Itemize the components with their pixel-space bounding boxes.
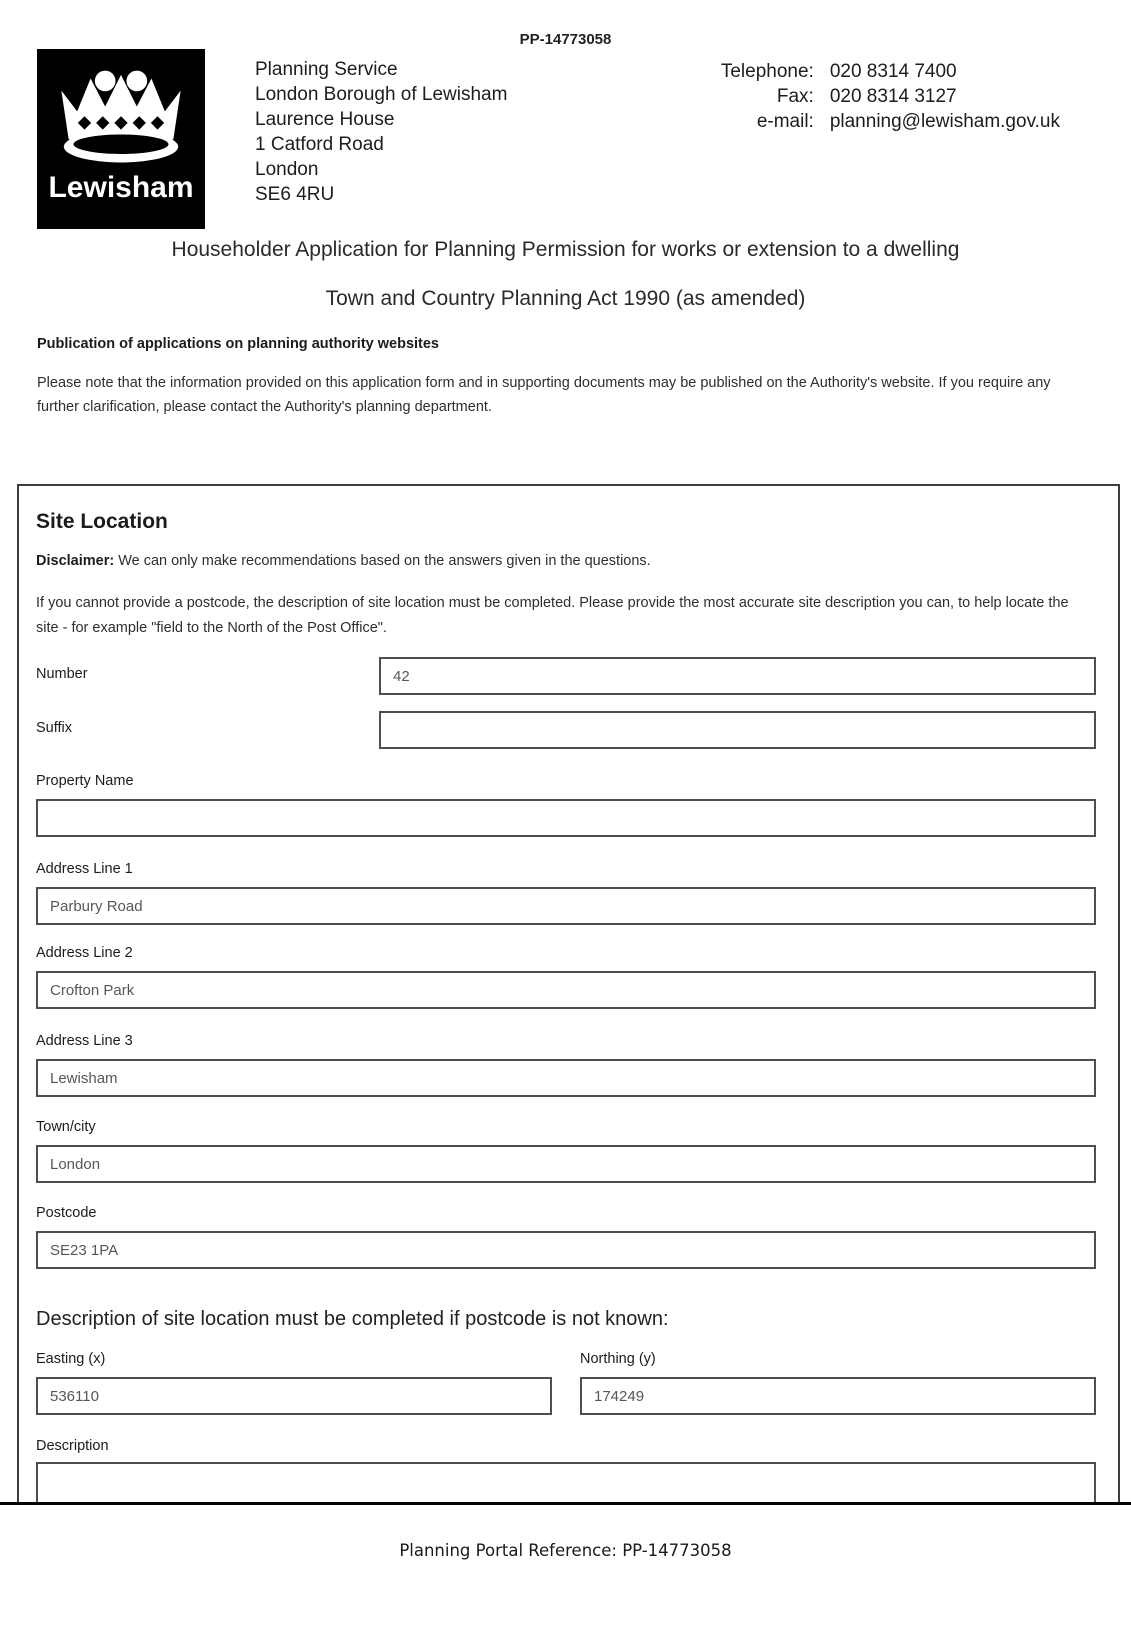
address1-input[interactable] bbox=[36, 887, 1096, 925]
fax-value: 020 8314 3127 bbox=[829, 86, 957, 107]
address3-label: Address Line 3 bbox=[36, 1033, 133, 1049]
publication-body: Please note that the information provided on this application form and in supporting documents may be published on the Authority's website. If you require any further clarification, please contact the Authority's planning department. bbox=[37, 375, 1051, 415]
address3-input[interactable] bbox=[36, 1059, 1096, 1097]
field-northing bbox=[580, 1349, 1096, 1415]
field-easting bbox=[36, 1349, 552, 1415]
form-title: Householder Application for Planning Permission for works or extension to a dwelling bbox=[171, 238, 960, 261]
portal-reference-footer: Planning Portal Reference: PP-14773058 bbox=[399, 1541, 732, 1560]
address-line: SE6 4RU bbox=[255, 184, 335, 205]
publication-heading: Publication of applications on planning authority websites bbox=[37, 336, 439, 352]
telephone-label: Telephone: bbox=[720, 61, 814, 82]
description-label: Description bbox=[36, 1438, 109, 1454]
easting-label: Easting (x) bbox=[36, 1351, 106, 1367]
town-input[interactable] bbox=[36, 1145, 1096, 1183]
field-row-address1 bbox=[36, 859, 1096, 925]
email-value: planning@lewisham.gov.uk bbox=[829, 111, 1060, 132]
disclaimer bbox=[36, 551, 1096, 571]
telephone-value: 020 8314 7400 bbox=[829, 61, 957, 82]
address-line: London Borough of Lewisham bbox=[255, 84, 508, 105]
portal-reference-top: PP-14773058 bbox=[519, 31, 612, 48]
postcode-note: If you cannot provide a postcode, the description of site location must be completed. Please provide the most accurate site description you can, to help locate the site - for example "field to the North of the Post Office". bbox=[36, 595, 1069, 636]
property-name-input[interactable] bbox=[36, 799, 1096, 837]
address2-input[interactable] bbox=[36, 971, 1096, 1009]
field-row-description bbox=[36, 1436, 1096, 1502]
header bbox=[0, 49, 1131, 229]
field-row-number bbox=[36, 657, 1096, 695]
disclaimer-text: We can only make recommendations based on the answers given in the questions. bbox=[118, 553, 651, 569]
field-row-property-name bbox=[36, 771, 1096, 837]
field-row-address2 bbox=[36, 943, 1096, 1009]
authority-address bbox=[255, 57, 507, 207]
address2-label: Address Line 2 bbox=[36, 945, 133, 961]
northing-label: Northing (y) bbox=[580, 1351, 656, 1367]
address1-label: Address Line 1 bbox=[36, 861, 133, 877]
fax-label: Fax: bbox=[776, 86, 814, 107]
page-bottom-rule bbox=[0, 1502, 1131, 1505]
suffix-input[interactable] bbox=[379, 711, 1096, 749]
description-heading: Description of site location must be completed if postcode is not known: bbox=[36, 1308, 669, 1330]
address-line: 1 Catford Road bbox=[255, 134, 384, 155]
number-input[interactable] bbox=[379, 657, 1096, 695]
postcode-label: Postcode bbox=[36, 1205, 97, 1221]
number-label: Number bbox=[36, 666, 88, 682]
logo-wordmark: Lewisham bbox=[48, 171, 194, 204]
easting-input[interactable] bbox=[36, 1377, 552, 1415]
email-label: e-mail: bbox=[756, 111, 814, 132]
act-title: Town and Country Planning Act 1990 (as amended) bbox=[325, 287, 806, 310]
town-label: Town/city bbox=[36, 1119, 96, 1135]
field-row-town bbox=[36, 1117, 1096, 1183]
field-row-address3 bbox=[36, 1031, 1096, 1097]
site-location-section bbox=[17, 484, 1120, 1502]
form-page bbox=[0, 31, 1131, 1631]
section-heading: Site Location bbox=[36, 510, 168, 533]
contact-details bbox=[721, 59, 1060, 134]
description-input[interactable] bbox=[36, 1462, 1096, 1502]
field-row-postcode bbox=[36, 1203, 1096, 1269]
crown-icon bbox=[47, 59, 195, 171]
address-line: Laurence House bbox=[255, 109, 395, 130]
suffix-label: Suffix bbox=[36, 720, 73, 736]
disclaimer-label: Disclaimer: bbox=[36, 553, 115, 569]
lewisham-logo bbox=[37, 49, 205, 229]
address-line: London bbox=[255, 159, 319, 180]
address-line: Planning Service bbox=[255, 59, 398, 80]
coordinates-row bbox=[36, 1349, 1096, 1415]
northing-input[interactable] bbox=[580, 1377, 1096, 1415]
field-row-suffix bbox=[36, 711, 1096, 749]
postcode-input[interactable] bbox=[36, 1231, 1096, 1269]
property-name-label: Property Name bbox=[36, 773, 134, 789]
